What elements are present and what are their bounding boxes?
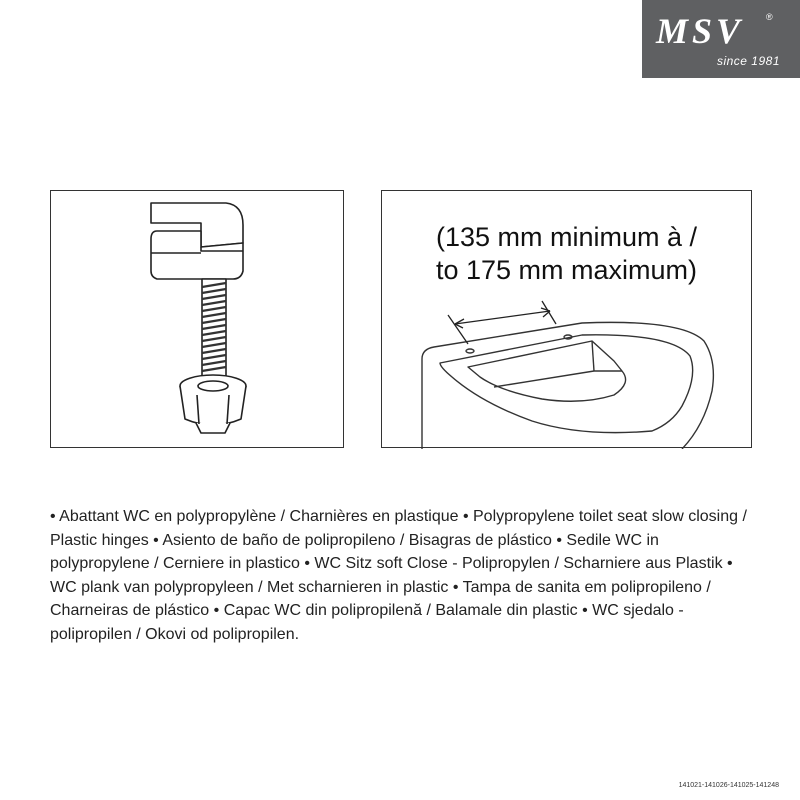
- dimension-line-1: (135 mm minimum à /: [435, 222, 698, 252]
- dimension-arrow-icon: [448, 301, 556, 344]
- brand-name: MSV: [656, 11, 745, 51]
- registered-mark: ®: [766, 12, 773, 22]
- product-code: 141021-141026-141025-141248: [678, 782, 779, 789]
- product-description: • Abattant WC en polypropylène / Charnières en plastique • Polypropylene toilet seat slow closing / Plastic hinges • Asiento de baño de polipropileno / Bisagras de plástico • Sedile WC in polypropylene / Cerniere in plastico • WC Sitz soft Close - Polipropylen / Scharniere aus Plastik • WC plank van polypropyleen / Met scharnieren in plastic • Tampa de sanita em polipropileno / Charneiras de plástico • Capac WC din polipropilenă / Balamale din plastic • WC sjedalo - polipropilen / Okovi od polipropilen.: [50, 508, 747, 643]
- toilet-dimension-panel: [381, 190, 752, 448]
- toilet-bowl-icon: [382, 191, 753, 449]
- dimension-line-2: to 175 mm maximum): [435, 255, 698, 285]
- brand-logo: [642, 0, 800, 78]
- brand-since: since 1981: [716, 54, 780, 68]
- hinge-illustration-panel: [50, 190, 344, 448]
- hinge-bolt-icon: [51, 191, 345, 449]
